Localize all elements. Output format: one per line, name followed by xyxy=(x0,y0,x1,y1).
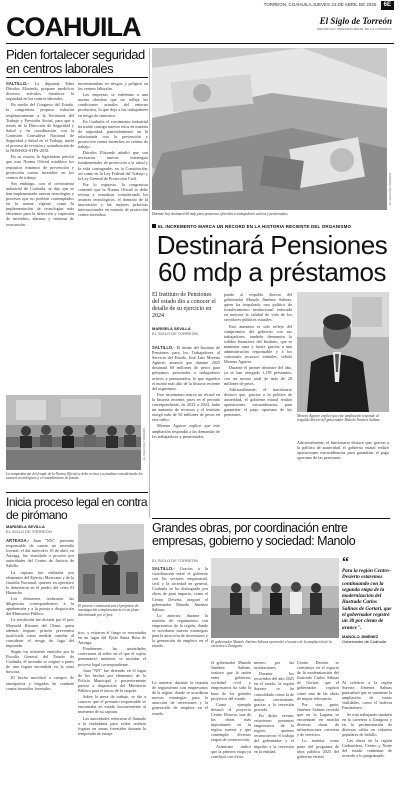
lead-story-kicker: EL INCREMENTO MARCA UN RÉCORD EN LA HISTORIA RECIENTE DEL ORGANISMO xyxy=(152,224,392,229)
pullquote-author: MANOLO JIMÉNEZ Gobernador de Coahuila xyxy=(342,633,386,644)
portrait-photo-caption: Moreno Aguirre explicó que este ampliación responde al respaldo directo del gobernador Manolo Jiménez Salinas. xyxy=(297,414,381,423)
meeting-photo-caption: La comprobación del fraude de la Norma Oficial se debe revisar y actualizar considerando los avances tecnológicos y el entendimiento de fraude. xyxy=(6,472,143,481)
story4-column-1: SALTILLO.- Gracias a la coordinación entre el gobierno con los sectores empresarial, civil y la sociedad en general, Coahuila se ha distinguido por obras de gran impacto, como el Centro Deserta, aseguró el gobernador Manolo Jiménez Salinas. Lo anterior, durante la reunión de seguimiento con empresarios de la región, donde se acordaron nuevas estrategias para la atracción de inversiones y la generación de empleos en el estado. xyxy=(152,566,208,649)
photo-credit: EL SIGLO DE TORREÓN xyxy=(142,428,146,460)
banknotes-photo-caption: Durante hoy destinará 60 mdp para pensiones ofrecidos a trabajadores activos y pensionados. xyxy=(152,212,289,216)
quote-mark-icon: “ xyxy=(342,555,349,570)
story-headline-seguridad: Piden fortalecer seguridad en centros laborales xyxy=(6,47,145,76)
story4-column-5: Al referirse a la región Sureste, Jiménez Salinas puntualizó que se mantiene la ampliación de varias vialidades, como el bulevar Fundadores. Se está trabajando también en la carretera a Zaragoza y en la pavimentación de diversas calles en colonias populares de Saltillo. Las obras en la región Carbonífera, Centro y Norte del estado continúan de acuerdo a lo programado. xyxy=(342,680,392,759)
story3-column-2: tivo, y evitaron el fuego se encontraba en un lugar del Ejido Santa Rosa de Arteaga. Finalmente, las autoridades conectaron al señor en el que el sujeto permaneció mientras se iniciaba el proceso legal correspondiente. Juan "NN" fue detenido en el lugar de los hechos por elementos de la Policía Municipal y posteriormente puesto a disposición del Ministerio Público para el inicio de la carpeta. Sobre la mesa de trabajo, se dio a conocer que el presunto responsable se encontraba en estado inconveniente al momento de su captura. Las autoridades reiteraron el llamado a la ciudadanía para evitar realizar fogatas en zonas forestales durante la temporada de estiaje. xyxy=(78,630,146,736)
story1-column-1: SALTILLO.- La diputada Edna Dávalos Elizondo, propone modificar diversos artículos, fortalecer la seguridad en los centros laborales. En medio del Congreso del Estado, la congresista propuso exhortar respetuosamente a la Secretaría del Trabajo y Previsión Social, para que a través de la Dirección de Seguridad y Salud y en coordinación con la Comisión Consultiva Nacional de Seguridad y Salud en el Trabajo, inicie el proceso de revisión y actualización de la NOM-002-STPS-2010. En su exorto, la legisladora precisó que esta Norma Oficial establece los requisitos mínimos de prevención y protección contra incendios en los centros de trabajo. Sin embargo, con el crecimiento industrial de Coahuila, se dijo que se han implementado nuevas tecnologías y procesos que no podrían contemplados en la norma vigente, como la implementación de tecnologías más eficientes para la detección y supresión de incendios, alarmas y sistemas de evacuación. xyxy=(6,81,74,227)
divider xyxy=(6,492,148,493)
pullquote-box: “ Para la región Centro-Desierto estaremos continuando con la segunda etapa de la modernización del Ilustrado Carlos Salinas de Gortari, que el gobernador registró un 30 por ciento de avance". MANOLO JIMÉNEZ Gobernador de Coahuila xyxy=(342,555,392,644)
story4-column-3: miento por las instalaciones. Durante los recorridos del año 2025 en el estado, la región Sureste se ha consolidado como la de mayor crecimiento, gracias a la inversión privada. En dicho evento, estuvieron presentes empresarios de la región, quienes reconocieron el trabajo del gobernador y el impulso a la inversión en la entidad. xyxy=(254,660,294,754)
square-bullet-icon xyxy=(152,224,156,228)
lead-story-deck: El Instituto de Pensiones del estado dio a conocer el detalle de su ejercicio en 2024 MARISELA SEVILLA EL SIGLO DE TORREÓN xyxy=(152,292,220,336)
story4-column-4: Centro Deserta se constituye en el espacio de la modernización del Ilustrado Carlos Salinas de Gortari, que el gobernador registró como una de las obras de mayor relevancia. Por otra parte, Jiménez Salinas recordó que en la Laguna se encuentran en marcha diversas obras de infraestructura carretera y de servicios. Lo anterior como parte del programa de obra pública 2025 del gobierno estatal. xyxy=(297,660,339,759)
story-headline-grandes-obras: Grandes obras, por coordinación entre empresas, gobierno y sociedad: Manolo xyxy=(152,521,356,548)
story1-column-2: incrementaban en riesgos y peligros en los centros laborales. Las empresas se enfrentan a una norma obsoleta que no refleja las condiciones actuales del entorno productivo, lo que deja a los trabajadores en riesgo de siniestros. En Coahuila el crecimiento industrial ha traído consigo nuevos retos en materia de seguridad, particularmente en la relacionada con la prevención y protección contra incendios en centros de trabajo. Dávalos Elizondo añadió que son necesarias nuevas estrategias fundamentales de protección a la salud y la vida consagrados en la Constitución, así como en la Ley Federal del Trabajo y la Ley General de Protección Civil. Por lo expuesto, la congresista comentó que la Norma Oficial se debe revisar y actualizar considerando los avances tecnológicos, el dominio de la innovación y las mejores prácticas internacionales en materia de protección contra incendios. xyxy=(78,81,148,218)
newspaper-logo: El Siglo de Torreón xyxy=(319,16,392,26)
lead-story-column-3: Adicionalmente, el funcionario destacó que, gracias a la política de austeridad, el gobierno estatal realizó aportaciones extraordinarias para garantizar el pago oportuno de las pensiones. xyxy=(297,440,389,461)
banknotes-photo-credit: EL SIGLO DE TORREÓN xyxy=(388,173,392,205)
date-text: TORREÓN, COAHUILA JUEVES 24 DE ABRIL DE 2025 xyxy=(263,2,377,7)
lead-story-column-1: SALTILLO.- El titular del Instituto de Pensiones para los Trabajadores al Servicio del Estado, José Luis Moreno Aguirre, anunció que durante 2025 destinará 60 millones de pesos para préstamos personales a trabajadores activos y pensionados, lo que significa el monto más alto de la historia reciente del organismo. Este incremento marca un récord en la historia reciente, pues en el periodo correspondiente, de 2023 a 2024, hubo un aumento de recursos y el instituto otorgó más de 50 millones de pesos en este rubro. Moreno Aguirre explicó que este ampliación respondió a las demandas de los trabajadores y pensionados. xyxy=(152,345,220,439)
lead-story-column-2: ponde al respaldo directo del gobernador Manolo Jiménez Salinas, quien ha impulsado una política de fortalecimiento institucional enfocada en mejorar la calidad de vida de los servidores públicos estatales. Esto aumento es solo reflejo del compromiso del gobierno con sus trabajadores, también demuestra la solidez financiera del Instituto, que se mantiene sana y fuerte gracias a una administración responsable y a los constantes recursos estatales, señaló Moreno Aguirre. Durante el primer trimestre del año, ya se han otorgado 1,139 préstamos, con un monto total de más de 20 millones de pesos. Adicionalmente, el funcionario destacó que, gracias a la política de austeridad, el gobierno estatal realizó aportaciones extraordinarias para garantizar el pago oportuno de las pensiones. xyxy=(224,292,292,418)
arrest-photo-caption: El proceso continuará con el propósito de investigación complementaria en un plazo determinado por el juez. xyxy=(78,604,139,617)
arrest-photo xyxy=(78,524,144,602)
story3-column-1: ARTEAGA.- Juan "NN", presunto responsable de causar un incendio forestal, el día miércoles 16 de abril, en Arteaga, fue vinculado a proceso por autoridades del Centro de Justicia de Saltillo. La captura fue realizada por elementos del Ejército Mexicano y de la Guardia Nacional, quienes en operativo lo detuvieron en el predio del cerro El Huarache. Los elementos realizaron las diligencias correspondientes a la aprehensión y a la puesta a disposición del Ministerio Público. La resolución fue dictada por el juez Maynold Rixanet del Olmo, quien además impuso prisión preventiva justificada como medida cautelar al considerar el riesgo de fuga del imputado. Según los informes emitidos por la Fiscalía General del Estado de Coahuila, el incendio se originó a partir de una fogata encendida en la zona boscosa. El hecho movilizó a cuerpos de emergencia y brigadas de combate contra incendios forestales. xyxy=(6,538,74,691)
masthead xyxy=(6,10,394,44)
section-title: COAHUILA xyxy=(6,12,141,42)
divider xyxy=(152,518,390,519)
newspaper-tagline: PERIÓDICO INDEPENDIENTE DE LA COMARCA xyxy=(317,27,392,31)
date-line xyxy=(0,0,400,9)
banknotes-photo xyxy=(152,48,387,210)
story-headline-piromano: Inicia proceso legal en contra de pirómano xyxy=(6,495,148,522)
governor-photo xyxy=(211,558,339,638)
lead-story-headline: Destinará Pensiones 60 mdp a préstamos xyxy=(156,230,388,287)
portrait-photo xyxy=(297,292,389,412)
meeting-photo xyxy=(6,395,141,470)
lead-story-byline: MARISELA SEVILLA EL SIGLO DE TORREÓN xyxy=(152,326,198,336)
story4-column-2: el gobernador Manolo Jiménez Salinas, sostuvo que la unión entre gobierno, sociedad civil y empresarios ha sido la base de los grandes proyectos del estado. Como ejemplo destacó el proyecto Centro Deserta, una de las obras más importantes en la región sureste y que contempla diversas etapas de construcción. Asimismo indicó que la primera etapa ya concluyó con éxito. xyxy=(211,660,251,759)
governor-photo-caption: El gobernador Manolo Jiménez Salinas aprovechó el avance de la ampliación de la carretera a Zaragoza. xyxy=(211,640,332,649)
story1-dateline: SALTILLO.- xyxy=(6,81,29,86)
page-number-badge: 6E xyxy=(381,1,394,10)
column-divider xyxy=(149,48,150,518)
story4-column-1b: Lo anterior, durante la reunión de seguimiento con empresarios de la región, donde se acordaron nuevas estrategias para la atracción de inversiones y la generación de empleos en el estado. xyxy=(152,680,208,716)
divider xyxy=(6,77,148,78)
story4-byline: EL SIGLO DE TORREÓN xyxy=(152,558,198,563)
story3-byline: MARISELA SEVILLA EL SIGLO DE TORREÓN xyxy=(6,524,52,534)
